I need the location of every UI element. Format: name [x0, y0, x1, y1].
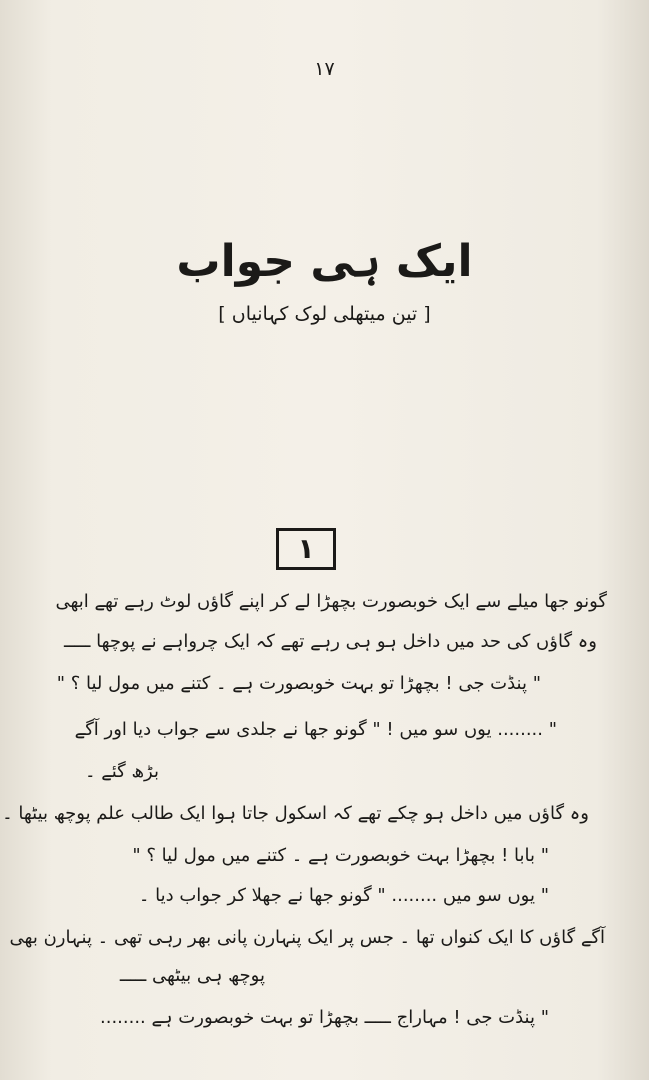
text-line: " پنڈت جی ! مہاراج ـــــ بچھڑا تو بہت خوبصورت ہے ........ [100, 1007, 549, 1028]
text-line: پوچھ ہی بیٹھی ـــــ [119, 965, 265, 986]
text-line: وہ گاؤں کی حد میں داخل ہو ہی رہے تھے کہ ایک چرواہے نے پوچھا ـــــ [64, 631, 597, 652]
text-line: " بابا ! بچھڑا بہت خوبصورت ہے ۔ کتنے میں مول لیا ؟ " [132, 845, 549, 866]
text-line: بڑھ گئے ۔ [84, 761, 159, 782]
page-number: ۱۷ [314, 58, 335, 80]
chapter-number-box: ۱ [276, 528, 336, 570]
text-line: گونو جھا میلے سے ایک خوبصورت بچھڑا لے کر اپنے گاؤں لوٹ رہے تھے ابھی [55, 591, 607, 612]
text-line: وہ گاؤں میں داخل ہو چکے تھے کہ اسکول جاتا ہوا ایک طالب علم پوچھ بیٹھا ۔ [2, 803, 589, 824]
story-title: ایک ہی جواب [176, 236, 473, 287]
text-line: " ........ یوں سو میں ! " گونو جھا نے جلدی سے جواب دیا اور آگے [74, 719, 557, 740]
text-line: " یوں سو میں ........ " گونو جھا نے جھلا کر جواب دیا ۔ [138, 885, 549, 906]
text-line: " پنڈت جی ! بچھڑا تو بہت خوبصورت ہے ۔ کتنے میں مول لیا ؟ " [56, 673, 541, 694]
story-subtitle: [ تین میتھلی لوک کہانیاں ] [218, 303, 431, 325]
text-line: آگے گاؤں کا ایک کنواں تھا ۔ جس پر ایک پنہارن پانی بھر رہی تھی ۔ پنہارن بھی [9, 927, 605, 948]
